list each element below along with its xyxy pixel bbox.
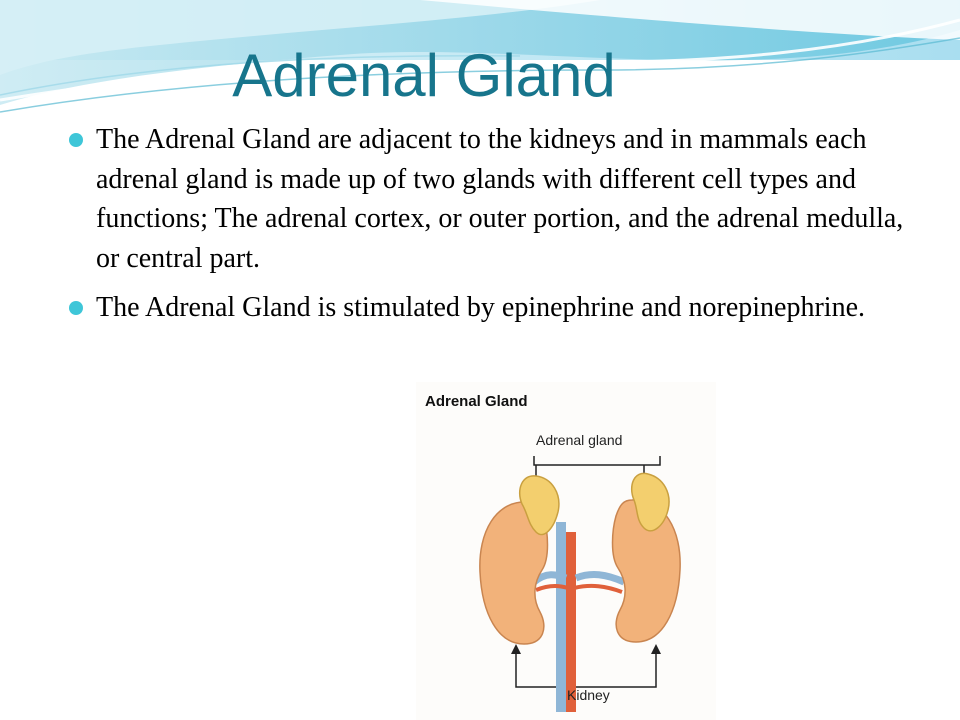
bullet-item — [66, 120, 926, 278]
slide-title: Adrenal Gland — [232, 42, 616, 109]
arrow-head-icon — [651, 644, 661, 654]
arrow-head-icon — [511, 644, 521, 654]
bullet-dot-icon — [69, 301, 83, 315]
aorta — [566, 532, 576, 712]
adrenal-gland-diagram — [416, 382, 716, 720]
bullet-dot-icon — [69, 133, 83, 147]
top-label-bracket — [534, 456, 660, 465]
bullet-item — [66, 288, 926, 328]
figure-title: Adrenal Gland — [425, 393, 528, 410]
bullet-list — [66, 120, 926, 338]
vena-cava — [556, 522, 566, 712]
adrenal-gland-label: Adrenal gland — [536, 432, 623, 448]
bullet-text: The Adrenal Gland are adjacent to the kidneys and in mammals each adrenal gland is made up of two glands with different cell types and functions; The adrenal cortex, or outer portion, and the adrenal medulla, or central part. — [96, 124, 904, 274]
bullet-text: The Adrenal Gland is stimulated by epinephrine and norepinephrine. — [96, 292, 866, 323]
bottom-label-bracket — [516, 650, 656, 687]
kidney-label: Kidney — [567, 687, 610, 703]
